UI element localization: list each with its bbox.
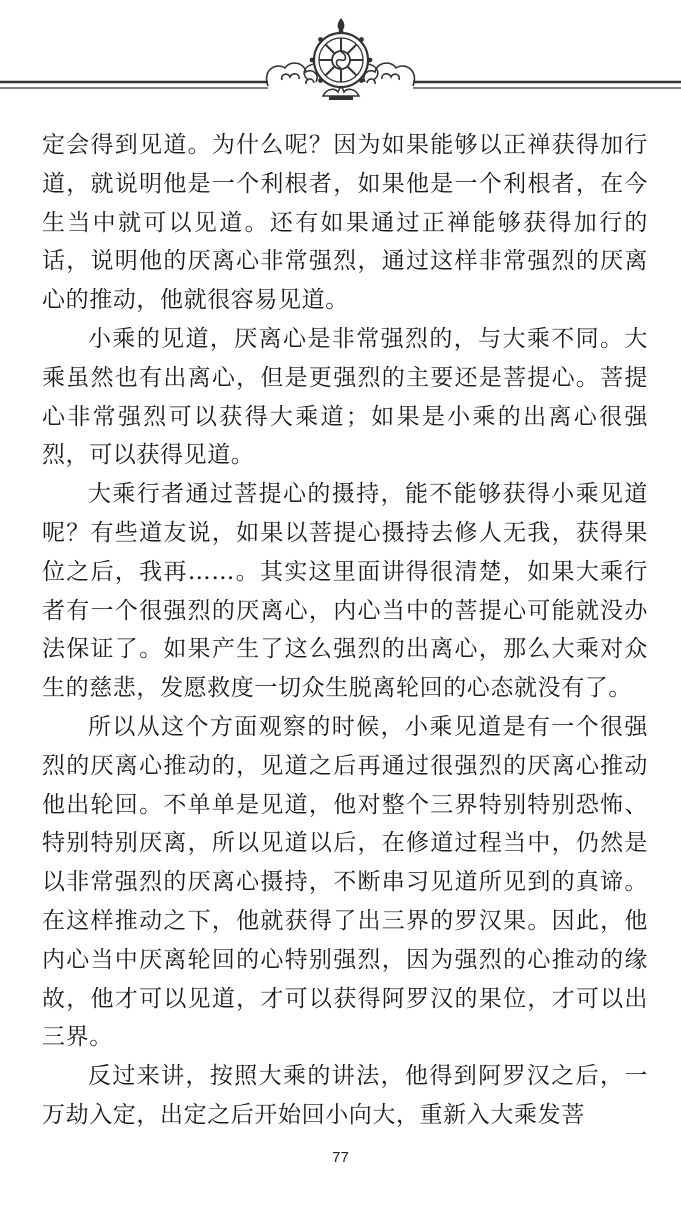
paragraph: 大乘行者通过菩提心的摄持，能不能够获得小乘见道呢？有些道友说，如果以菩提心摄持去修人无我，获得果位之后，我再……。其实这里面讲得很清楚，如果大乘行者有一个很强烈的厌离心，内心当中的菩提心可能就没办法保证了。如果产生了这么强烈的出离心，那么大乘对众生的慈悲，发愿救度一切众生脱离轮回的心态就没有了。 [42, 481, 648, 702]
paragraph: 小乘的见道，厌离心是非常强烈的，与大乘不同。大乘虽然也有出离心，但是更强烈的主要还是菩提心。菩提心非常强烈可以获得大乘道；如果是小乘的出离心很强烈，可以获得见道。 [42, 325, 648, 469]
paragraph: 所以从这个方面观察的时候，小乘见道是有一个很强烈的厌离心推动的，见道之后再通过很强烈的厌离心推动他出轮回。不单单是见道，他对整个三界特别特别恐怖、特别特别厌离，所以见道以后，在修道过程当中，仍然是以非常强烈的厌离心摄持，不断串习见道所见到的真谛。在这样推动之下，他就获得了出三界的罗汉果。因此，他内心当中厌离轮回的心特别强烈，因为强烈的心推动的缘故，他才可以见道，才可以获得阿罗汉的果位，才可以出三界。 [42, 713, 648, 1051]
page-header [0, 0, 681, 110]
page-body [42, 126, 648, 1135]
header-ornament [0, 0, 681, 110]
cloud-right-icon [364, 63, 415, 86]
cloud-left-icon [267, 63, 318, 86]
page-number: 77 [332, 1149, 349, 1166]
paragraph: 定会得到见道。为什么呢？因为如果能够以正禅获得加行道，就说明他是一个利根者，如果他是一个利根者，在今生当中就可以见道。还有如果通过正禅能够获得加行的话，说明他的厌离心非常强烈，通过这样非常强烈的厌离心的推动，他就很容易见道。 [42, 132, 648, 314]
paragraph: 反过来讲，按照大乘的讲法，他得到阿罗汉之后，一万劫入定，出定之后开始回小向大，重新入大乘发菩 [42, 1063, 648, 1128]
dharma-wheel-icon [304, 18, 378, 100]
